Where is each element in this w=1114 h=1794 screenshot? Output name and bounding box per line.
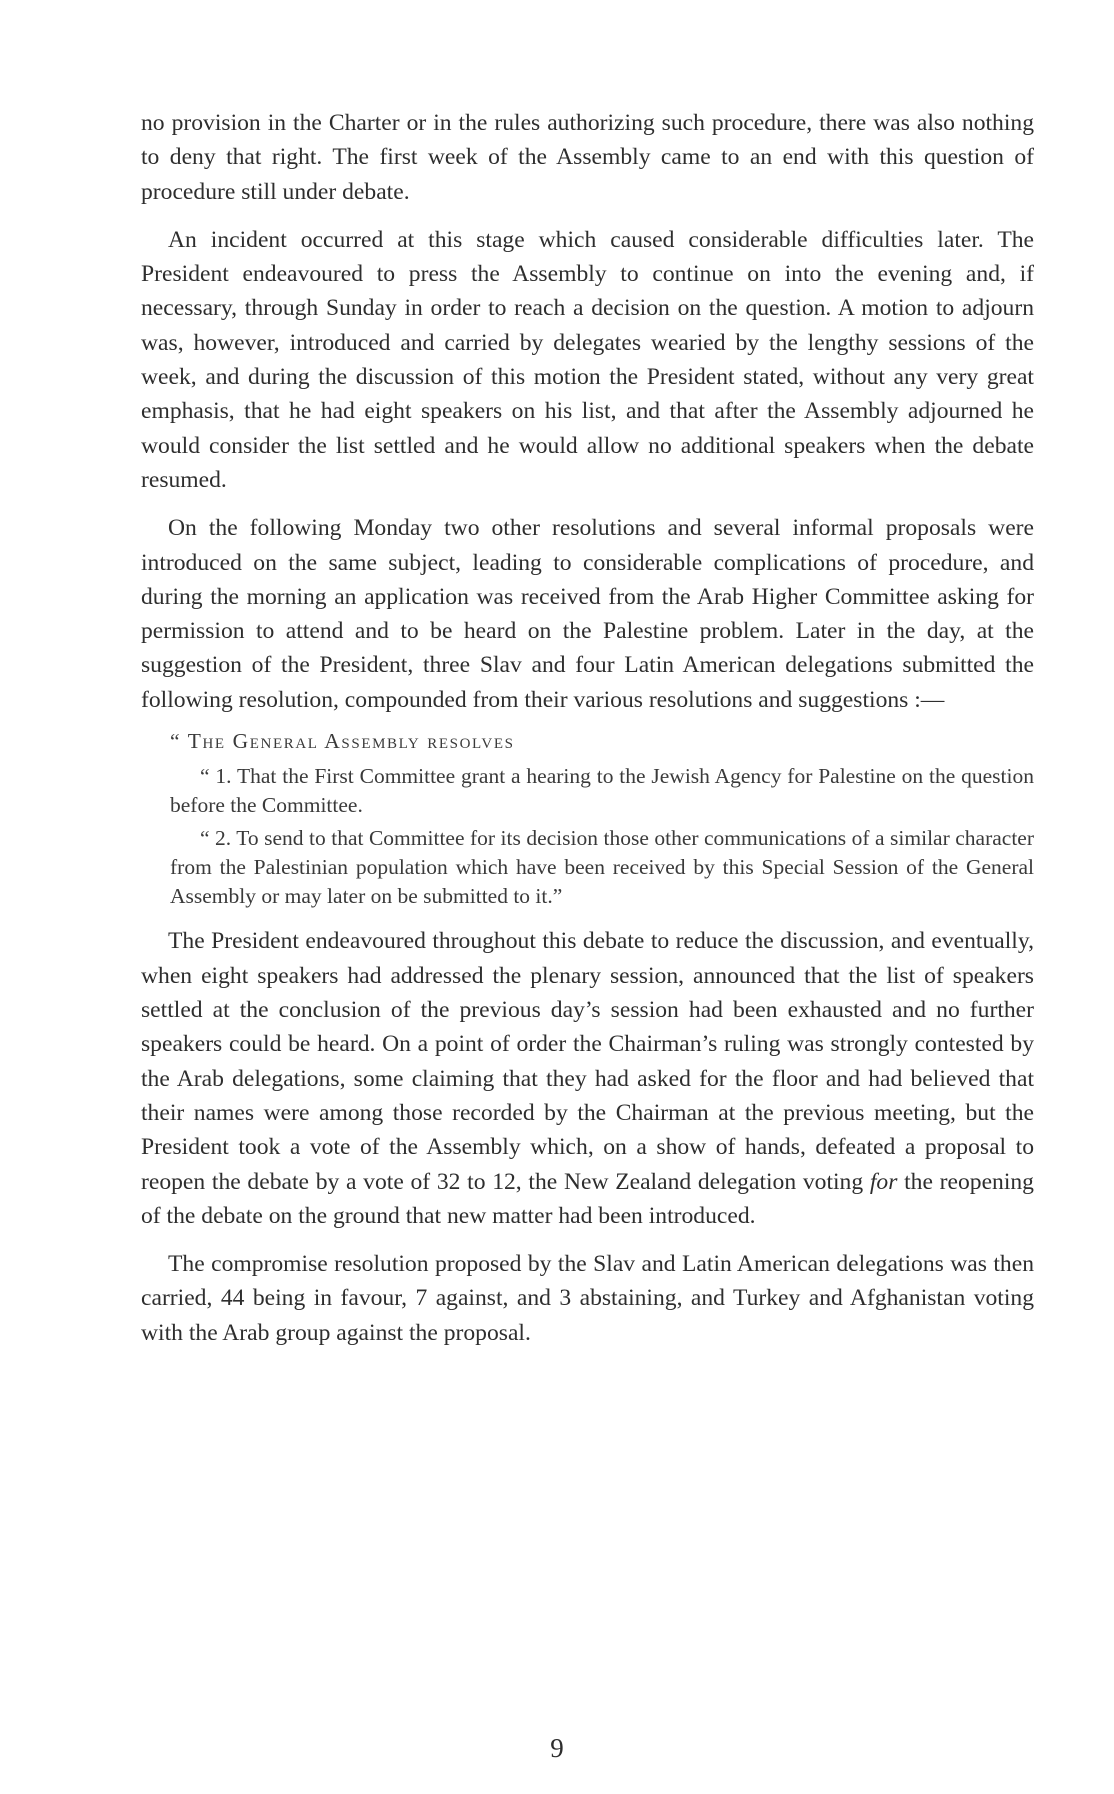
paragraph-continued: no provision in the Charter or in the rules authorizing such procedure, there was also nothing to deny that right. The first week of the Assembly came to an end with this question of procedure still under debate. bbox=[141, 110, 1034, 205]
paragraph-president-debate-part-2: the reopening of the debate on the ground that new matter had been introduced. bbox=[141, 1168, 1034, 1229]
resolution-item-2: “ 2. To send to that Committee for its decision those other communications of a similar character from the Palestinian population which have been received by this Special Session of the General Assembly or may later on be submitted to it.” bbox=[170, 825, 1034, 908]
resolution-heading: “ The General Assembly resolves bbox=[170, 729, 515, 754]
italic-word-for: for bbox=[869, 1168, 898, 1195]
page-number: 9 bbox=[550, 1733, 564, 1763]
paragraph-incident: An incident occurred at this stage which caused considerable difficulties later. The President endeavoured to press the Assembly to continue on into the evening and, if necessary, through Sunday in order to reach a decision on the question. A motion to adjourn was, however, introduced and carried by delegates wearied by the lengthy sessions of the week, and during the discussion of this motion the President stated, without any very great emphasis, that he had eight speakers on his list, and that after the Assembly adjourned he would consider the list settled and he would allow no additional speakers when the debate resumed. bbox=[141, 226, 1034, 493]
paragraph-monday: On the following Monday two other resolutions and several informal proposals were introduced on the same subject, leading to considerable complications of procedure, and during the morning an application was received from the Arab Higher Committee asking for permission to attend and to be heard on the Palestine problem. Later in the day, at the suggestion of the President, three Slav and four Latin American delegations submitted the following resolution, compounded from their various resolutions and suggestions :— bbox=[141, 515, 1034, 713]
paragraph-president-debate bbox=[141, 924, 1034, 1233]
paragraph-president-debate-part-1: The President endeavoured throughout this debate to reduce the discussion, and eventually, when eight speakers had addressed the plenary session, announced that the list of speakers settled at the conclusion of the previous day’s session had been exhausted and no further speakers could be heard. On a point of order the Chairman’s ruling was strongly contested by the Arab delegations, some claiming that they had asked for the floor and had believed that their names were among those recorded by the Chairman at the previous meeting, but the President took a vote of the Assembly which, on a show of hands, defeated a proposal to reopen the debate by a vote of 32 to 12, the New Zealand delegation voting bbox=[141, 928, 1034, 1195]
paragraph-compromise: The compromise resolution proposed by the Slav and Latin American delegations was then carried, 44 being in favour, 7 against, and 3 abstaining, and Turkey and Afghanistan voting with the Arab group against the proposal. bbox=[141, 1251, 1034, 1346]
document-body bbox=[141, 106, 1034, 1350]
resolution-quote bbox=[170, 727, 1034, 910]
resolution-item-1: “ 1. That the First Committee grant a hearing to the Jewish Agency for Palestine on the question before the Committee. bbox=[170, 763, 1034, 817]
